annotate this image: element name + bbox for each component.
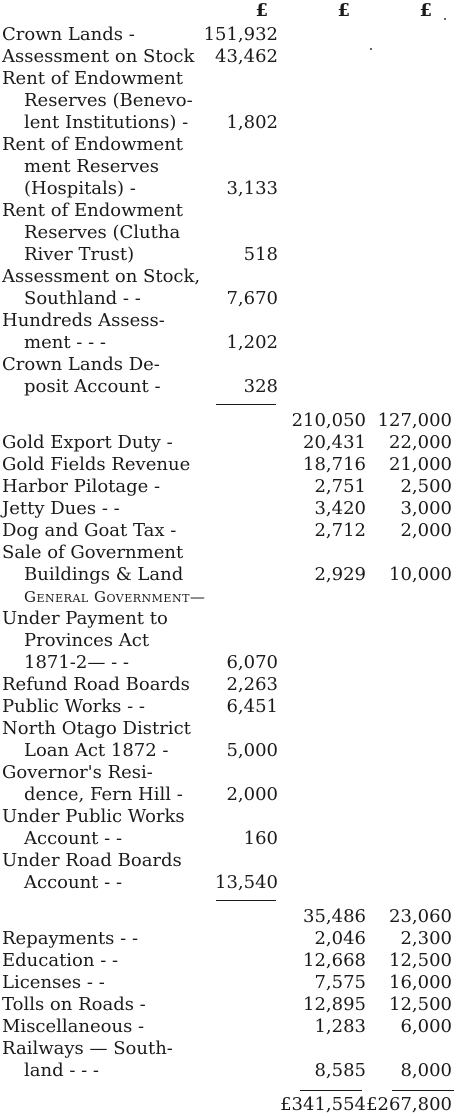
amount-c1: 151,932 — [203, 24, 278, 45]
ledger-line — [0, 928, 456, 950]
ledger-line — [0, 156, 456, 178]
item-description: Education - - — [2, 950, 119, 971]
item-description: Gold Export Duty - — [2, 432, 173, 453]
ledger-line — [0, 134, 456, 156]
amount-c2: 3,420 — [314, 498, 366, 519]
item-description: ment - - - — [24, 332, 106, 353]
ledger-line — [0, 288, 456, 310]
amount-c3: 21,000 — [389, 454, 452, 475]
item-description: Railways — South- — [2, 1038, 173, 1059]
item-description: ment Reserves — [24, 156, 160, 177]
amount-c1: 518 — [243, 244, 278, 265]
amount-c2: 2,929 — [314, 564, 366, 585]
amount-c3: 10,000 — [389, 564, 452, 585]
ledger-line — [0, 608, 456, 630]
amount-c2: 2,046 — [314, 928, 366, 949]
amount-c2: 18,716 — [303, 454, 366, 475]
amount-c1: 6,070 — [226, 652, 278, 673]
section-heading — [0, 586, 456, 608]
item-description: Rent of Endowment — [2, 200, 184, 221]
item-description: Account - - — [24, 872, 123, 893]
ledger-line — [0, 200, 456, 222]
amount-c3: 127,000 — [377, 410, 452, 431]
amount-c2: 7,575 — [314, 972, 366, 993]
ledger-line — [0, 310, 456, 332]
ledger-line — [0, 90, 456, 112]
item-description: North Otago District — [2, 718, 191, 739]
amount-c3: 2,000 — [400, 520, 452, 541]
total-rule — [216, 404, 276, 405]
amount-c3: 23,060 — [389, 906, 452, 927]
item-description: Assessment on Stock — [2, 46, 195, 67]
amount-c2: 2,751 — [314, 476, 366, 497]
ledger-line — [0, 806, 456, 828]
ledger-line — [0, 872, 456, 894]
amount-c3: 22,000 — [389, 432, 452, 453]
item-description: dence, Fern Hill - — [24, 784, 183, 805]
column-header-col3: £ — [419, 0, 432, 21]
amount-c3: 2,300 — [400, 928, 452, 949]
ledger-line — [0, 740, 456, 762]
ledger-line — [0, 178, 456, 200]
amount-c1: 43,462 — [215, 46, 278, 67]
ledger-line — [0, 1016, 456, 1038]
item-description: Jetty Dues - - — [2, 498, 120, 519]
item-description: Public Works - - — [2, 696, 146, 717]
column-header-col1: £ — [255, 0, 268, 21]
ledger-line — [0, 674, 456, 696]
amount-c2: 35,486 — [303, 906, 366, 927]
ledger-line — [0, 498, 456, 520]
ledger-line — [0, 784, 456, 806]
ledger-line — [0, 1094, 456, 1116]
ledger-line — [0, 1038, 456, 1060]
amount-c1: 1,802 — [226, 112, 278, 133]
ledger-line — [0, 332, 456, 354]
item-description: Gold Fields Revenue — [2, 454, 191, 475]
item-description: Under Payment to — [2, 608, 168, 629]
item-description: Reserves (Clutha — [24, 222, 181, 243]
amount-c1: 7,670 — [226, 288, 278, 309]
amount-c2: 20,431 — [303, 432, 366, 453]
ledger-line — [0, 266, 456, 288]
amount-c1: 1,202 — [226, 332, 278, 353]
item-description: Rent of Endowment — [2, 134, 184, 155]
amount-c3: 12,500 — [389, 950, 452, 971]
item-description: Licenses - - — [2, 972, 105, 993]
ledger-line — [0, 410, 456, 432]
item-description: Harbor Pilotage - — [2, 476, 161, 497]
item-description: Governor's Resi- — [2, 762, 153, 783]
ledger-line — [0, 994, 456, 1016]
item-description: Repayments - - — [2, 928, 139, 949]
item-description: Miscellaneous - — [2, 1016, 145, 1037]
ledger-line — [0, 24, 456, 46]
ledger-line — [0, 520, 456, 542]
column-header-row — [0, 0, 456, 22]
item-description: Tolls on Roads - — [2, 994, 146, 1015]
amount-c3: 8,000 — [400, 1060, 452, 1081]
amount-c1: 13,540 — [215, 872, 278, 893]
amount-c3: 12,500 — [389, 994, 452, 1015]
amount-c3: £267,800 — [366, 1094, 452, 1115]
item-description: Buildings & Land — [24, 564, 184, 585]
ledger-line — [0, 222, 456, 244]
ledger-line — [0, 828, 456, 850]
amount-c2: 2,712 — [314, 520, 366, 541]
amount-c2: 12,895 — [303, 994, 366, 1015]
amount-c1: 328 — [243, 376, 278, 397]
total-rule — [216, 900, 276, 901]
ledger-line — [0, 542, 456, 564]
item-description: Refund Road Boards — [2, 674, 190, 695]
item-description: land - - - — [24, 1060, 100, 1081]
item-description: posit Account - — [24, 376, 161, 397]
item-description: (Hospitals) - — [24, 178, 136, 199]
ledger-line — [0, 476, 456, 498]
ledger-line — [0, 652, 456, 674]
amount-c2: 1,283 — [314, 1016, 366, 1037]
ledger-line — [0, 244, 456, 266]
amount-c1: 6,451 — [226, 696, 278, 717]
amount-c1: 2,000 — [226, 784, 278, 805]
item-description: Loan Act 1872 - — [24, 740, 169, 761]
section-heading-text: General Government— — [24, 588, 206, 606]
total-rule — [392, 1090, 454, 1091]
item-description: Sale of Government — [2, 542, 184, 563]
total-rule — [300, 1090, 362, 1091]
ledger-line — [0, 354, 456, 376]
ledger-line — [0, 850, 456, 872]
ledger-line — [0, 432, 456, 454]
amount-c1: 3,133 — [226, 178, 278, 199]
item-description: 1871-2— - - — [24, 652, 129, 673]
item-description: Provinces Act — [24, 630, 150, 651]
item-description: Southland - - — [24, 288, 141, 309]
amount-c2: 12,668 — [303, 950, 366, 971]
item-description: Under Public Works — [2, 806, 185, 827]
item-description: River Trust) — [24, 244, 135, 265]
ledger-line — [0, 718, 456, 740]
amount-c3: 3,000 — [400, 498, 452, 519]
amount-c3: 6,000 — [400, 1016, 452, 1037]
ledger-line — [0, 376, 456, 398]
ledger-line — [0, 950, 456, 972]
item-description: Crown Lands - — [2, 24, 135, 45]
item-description: Hundreds Assess- — [2, 310, 165, 331]
ledger-line — [0, 46, 456, 68]
ledger-line — [0, 630, 456, 652]
ledger-line — [0, 454, 456, 476]
ledger-line — [0, 68, 456, 90]
ledger-line — [0, 906, 456, 928]
amount-c1: 160 — [243, 828, 278, 849]
ledger-line — [0, 112, 456, 134]
amount-c2: £341,554 — [280, 1094, 366, 1115]
ledger-line — [0, 564, 456, 586]
ledger-line — [0, 1060, 456, 1082]
item-description: Reserves (Benevo- — [24, 90, 193, 111]
item-description: Crown Lands De- — [2, 354, 160, 375]
print-speck — [444, 18, 446, 20]
item-description: Rent of Endowment — [2, 68, 184, 89]
item-description: lent Institutions) - — [24, 112, 189, 133]
item-description: Under Road Boards — [2, 850, 182, 871]
amount-c2: 8,585 — [314, 1060, 366, 1081]
item-description: Dog and Goat Tax - — [2, 520, 177, 541]
amount-c1: 2,263 — [226, 674, 278, 695]
ledger-line — [0, 696, 456, 718]
amount-c2: 210,050 — [291, 410, 366, 431]
amount-c3: 16,000 — [389, 972, 452, 993]
ledger-line — [0, 762, 456, 784]
amount-c3: 2,500 — [400, 476, 452, 497]
item-description: Account - - — [24, 828, 123, 849]
column-header-col2: £ — [337, 0, 350, 21]
item-description: Assessment on Stock, — [2, 266, 201, 287]
ledger-line — [0, 972, 456, 994]
amount-c1: 5,000 — [226, 740, 278, 761]
